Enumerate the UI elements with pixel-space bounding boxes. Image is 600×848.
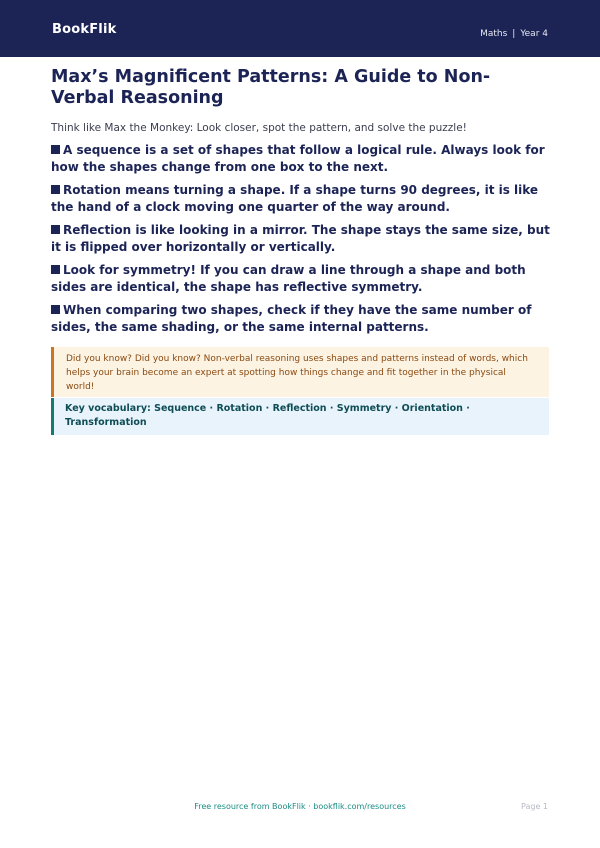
key-points-list [51,142,551,342]
list-item [51,182,551,216]
did-you-know-box [51,347,549,397]
brand-logo[interactable]: BookFlik [52,22,117,37]
subject-label: Maths [480,29,508,39]
header-bar [0,0,600,57]
list-item [51,142,551,176]
bullet-square-icon [51,265,60,274]
list-item [51,302,551,336]
bullet-text: Reflection is like looking in a mirror. The shape stays the same size, but it is flipped over horizontally or vertically. [51,223,550,254]
bullet-square-icon [51,225,60,234]
did-you-know-text: Did you know? Did you know? Non-verbal reasoning uses shapes and patterns instead of words, which helps your brain become an expert at spotting how things change and fit together in the physical world! [66,354,528,392]
meta-separator: | [512,29,516,39]
key-vocabulary-text: Key vocabulary: Sequence · Rotation · Reflection · Symmetry · Orientation · Transformation [65,403,470,428]
header-meta [480,28,548,40]
bullet-text: Look for symmetry! If you can draw a line through a shape and both sides are identical, the shape has reflective symmetry. [51,263,526,294]
list-item [51,262,551,296]
bullet-square-icon [51,145,60,154]
page-number: Page 1 [521,802,548,811]
footer-link[interactable]: Free resource from BookFlik · bookflik.com/resources [194,802,406,811]
key-vocabulary-box [51,398,549,435]
page-title: Max’s Magnificent Patterns: A Guide to Non-Verbal Reasoning [51,67,491,108]
year-label: Year 4 [520,29,548,39]
list-item [51,222,551,256]
bullet-text: Rotation means turning a shape. If a shape turns 90 degrees, it is like the hand of a clock moving one quarter of the way around. [51,183,539,214]
bullet-square-icon [51,185,60,194]
bullet-square-icon [51,305,60,314]
bullet-text: A sequence is a set of shapes that follow a logical rule. Always look for how the shapes change from one box to the next. [51,143,545,174]
bullet-text: When comparing two shapes, check if they have the same number of sides, the same shading, or the same internal patterns. [51,303,532,334]
intro-text: Think like Max the Monkey: Look closer, spot the pattern, and solve the puzzle! [51,122,467,134]
